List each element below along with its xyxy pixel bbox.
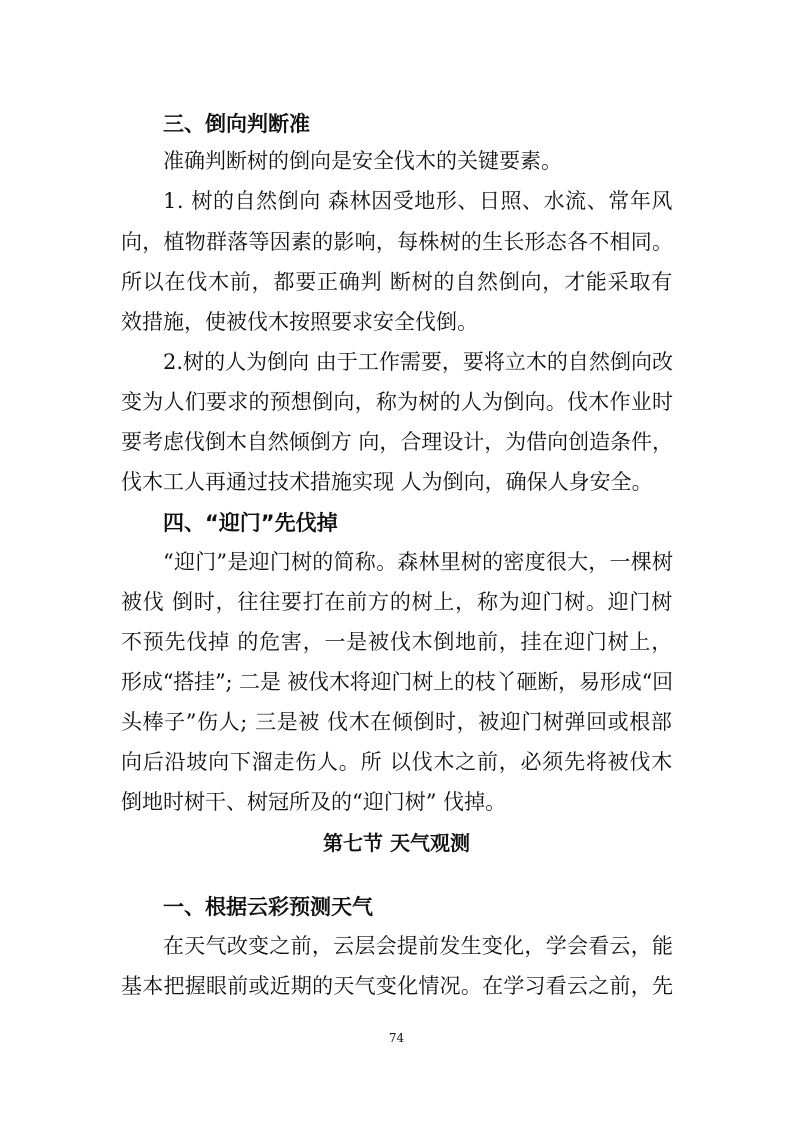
paragraph-line: 向后沿坡向下溜走伤人。所 以伐木之前，必须先将被伐木 bbox=[121, 750, 673, 774]
paragraph-line: 准确判断树的倒向是安全伐木的关键要素。 bbox=[163, 149, 562, 173]
paragraph-line: 2.树的人为倒向 由于工作需要，要将立木的自然倒向改 bbox=[163, 350, 673, 374]
page-number: 74 bbox=[388, 1031, 405, 1045]
paragraph-line: 所以在伐木前，都要正确判 断树的自然倒向，才能采取有 bbox=[121, 270, 673, 294]
section-title: 第七节 天气观测 bbox=[323, 831, 470, 855]
heading-three-text: 三、倒向判断准 bbox=[163, 112, 310, 136]
paragraph-line: 1. 树的自然倒向 森林因受地形、日照、水流、常年风 bbox=[163, 189, 673, 213]
paragraph-line: 倒地时树干、树冠所及的“迎门树” 伐掉。 bbox=[121, 790, 507, 814]
paragraph-line: “迎门”是迎门树的简称。森林里树的密度很大，一棵树 bbox=[163, 550, 674, 574]
paragraph-line: 向，植物群落等因素的影响，每株树的生长形态各不相同。 bbox=[121, 230, 674, 254]
paragraph-line: 效措施，使被伐木按照要求安全伐倒。 bbox=[121, 310, 478, 334]
heading-four-text: 四、“迎门”先伐掉 bbox=[163, 511, 338, 535]
heading-one-text: 一、根据云彩预测天气 bbox=[163, 895, 373, 919]
paragraph-line: 伐木工人再通过技术措施实现 人为倒向，确保人身安全。 bbox=[121, 470, 653, 494]
paragraph-line: 在天气改变之前，云层会提前发生变化，学会看云，能 bbox=[163, 934, 674, 958]
paragraph-line: 要考虑伐倒木自然倾倒方 向，合理设计，为借向创造条件， bbox=[121, 430, 673, 454]
paragraph-line: 被伐 倒时，往往要打在前方的树上，称为迎门树。迎门树 bbox=[121, 590, 673, 614]
paragraph-line: 变为人们要求的预想倒向，称为树的人为倒向。伐木作业时 bbox=[121, 390, 674, 414]
paragraph-line: 基本把握眼前或近期的天气变化情况。在学习看云之前，先 bbox=[121, 974, 674, 998]
paragraph-line: 不预先伐掉 的危害，一是被伐木倒地前，挂在迎门树上， bbox=[121, 630, 673, 654]
paragraph-line: 头棒子”伤人; 三是被 伐木在倾倒时，被迎门树弹回或根部 bbox=[121, 710, 673, 734]
paragraph-line: 形成“搭挂”; 二是 被伐木将迎门树上的枝丫砸断，易形成“回 bbox=[121, 670, 673, 694]
